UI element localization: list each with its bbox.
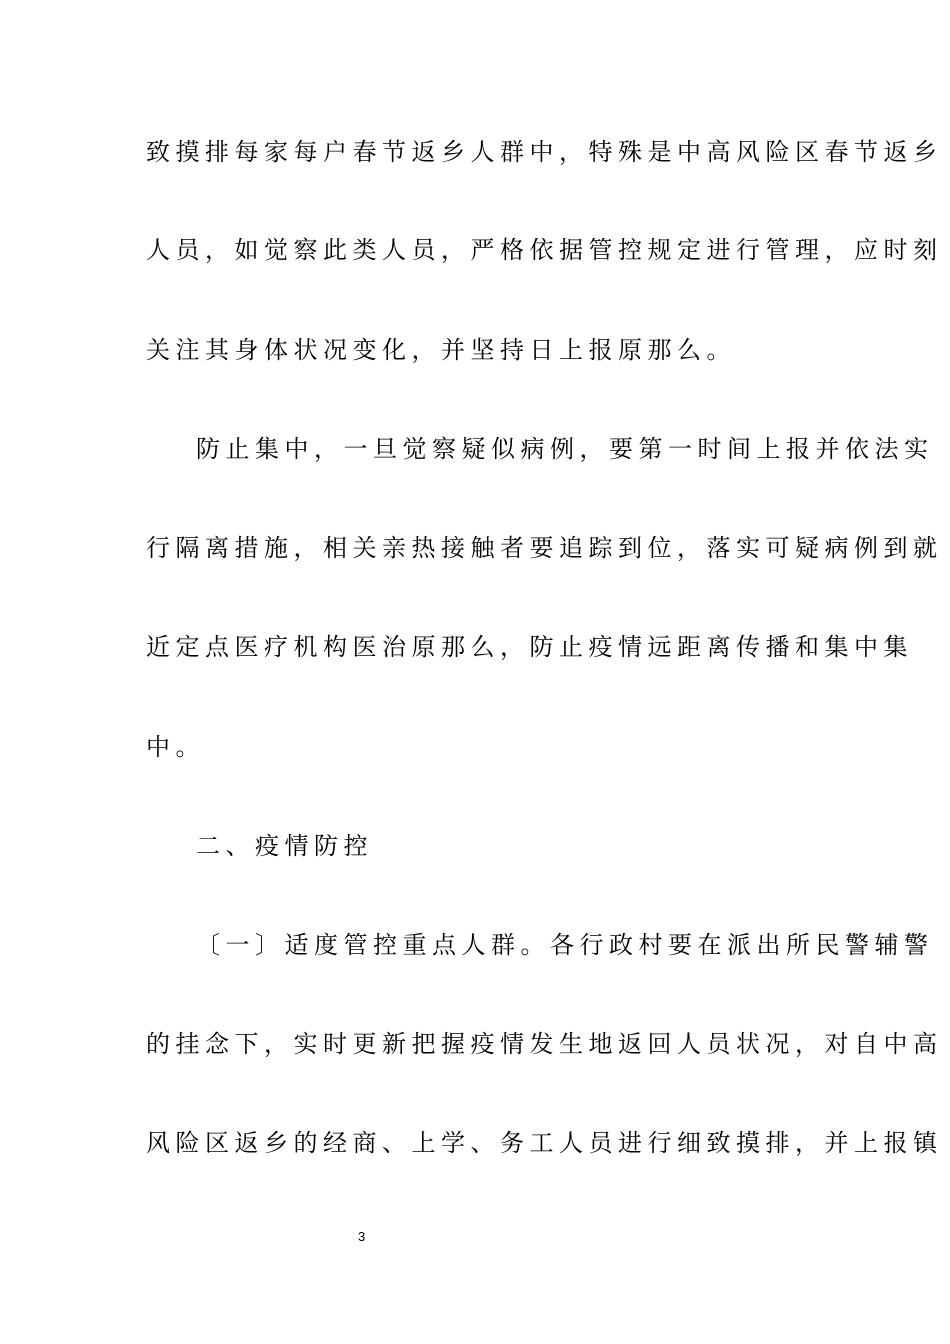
paragraph-line: 的挂念下，实时更新把握疫情发生地返回人员状况，对自中高	[146, 1030, 943, 1058]
paragraph-line: 致摸排每家每户春节返乡人群中，特殊是中高风险区春节返乡	[146, 138, 943, 166]
paragraph-line: 关注其身体状况变化，并坚持日上报原那么。	[146, 336, 736, 364]
paragraph-line: 〔一〕适度管控重点人群。各行政村要在派出所民警辅警	[196, 931, 934, 959]
paragraph-line: 行隔离措施，相关亲热接触者要追踪到位，落实可疑病例到就	[146, 534, 943, 562]
page-number: 3	[358, 1229, 366, 1244]
paragraph-line: 人员，如觉察此类人员，严格依据管控规定进行管理，应时刻	[146, 236, 943, 264]
section-heading: 二、疫情防控	[196, 832, 373, 860]
paragraph-line: 中。	[146, 733, 205, 761]
paragraph-line: 防止集中，一旦觉察疑似病例，要第一时间上报并依法实	[196, 435, 934, 463]
paragraph-line: 风险区返乡的经商、上学、务工人员进行细致摸排，并上报镇	[146, 1129, 943, 1157]
paragraph-line: 近定点医疗机构医治原那么，防止疫情远距离传播和集中集	[146, 633, 913, 661]
